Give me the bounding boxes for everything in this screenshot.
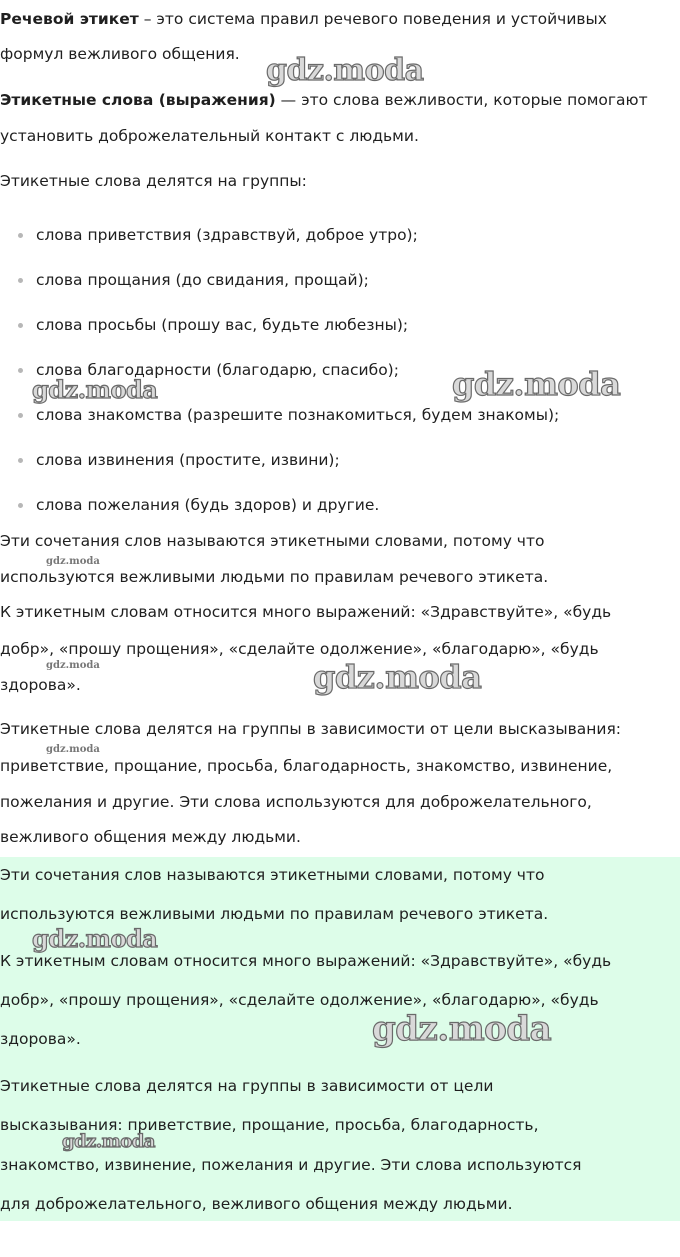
text-line: Эти сочетания слов называются этикетными словами, потому что [0, 866, 545, 884]
text-line: добр», «прошу прощения», «сделайте одолжение», «благодарю», «будь [0, 991, 599, 1009]
text-line: знакомство, извинение, пожелания и другие. Эти слова используются [0, 1156, 582, 1174]
text-line: здорова». [0, 1030, 81, 1048]
text-line: Этикетные слова делятся на группы в зависимости от цели [0, 1077, 494, 1095]
watermark-logo: gdz.moda [46, 744, 100, 755]
bullet-icon [18, 233, 23, 238]
watermark-logo: gdz.moda [313, 658, 482, 696]
definition-etiquette-words: Этикетные слова (выражения) — это слова вежливости, которые помогают [0, 91, 648, 109]
text-line: пожелания и другие. Эти слова используются для доброжелательного, [0, 793, 592, 811]
watermark-logo: gdz.moda [62, 1131, 155, 1152]
text-line: используются вежливыми людьми по правилам речевого этикета. [0, 568, 549, 586]
text-line: здорова». [0, 676, 81, 694]
watermark-logo: gdz.moda [452, 365, 621, 403]
text-line: используются вежливыми людьми по правилам речевого этикета. [0, 905, 549, 923]
text-line: высказывания: приветствие, прощание, просьба, благодарность, [0, 1116, 539, 1134]
text-line: приветствие, прощание, просьба, благодарность, знакомство, извинение, [0, 757, 613, 775]
bullet-icon [18, 323, 23, 328]
definition-speech-etiquette-cont: формул вежливого общения. [0, 45, 240, 63]
definition-speech-etiquette: Речевой этикет – это система правил речевого поведения и устойчивых [0, 10, 607, 28]
text-line: Эти сочетания слов называются этикетными словами, потому что [0, 532, 545, 550]
text-line: К этикетным словам относится много выражений: «Здравствуйте», «будь [0, 952, 612, 970]
definition-etiquette-words-cont: установить доброжелательный контакт с людьми. [0, 127, 419, 145]
text-line: Этикетные слова делятся на группы в зависимости от цели высказывания: [0, 720, 621, 738]
watermark-logo: gdz.moda [266, 53, 424, 88]
text-line: для доброжелательного, вежливого общения между людьми. [0, 1195, 513, 1213]
text-line: К этикетным словам относится много выражений: «Здравствуйте», «будь [0, 603, 612, 621]
bullet-icon [18, 458, 23, 463]
watermark-logo: gdz.moda [372, 1009, 552, 1049]
watermark-logo: gdz.moda [46, 556, 100, 567]
watermark-logo: gdz.moda [32, 375, 158, 404]
term-speech-etiquette: Речевой этикет [0, 10, 139, 28]
text-line: вежливого общения между людьми. [0, 828, 301, 846]
text-line: добр», «прошу прощения», «сделайте одолжение», «благодарю», «будь [0, 640, 599, 658]
groups-intro: Этикетные слова делятся на группы: [0, 172, 307, 190]
watermark-logo: gdz.moda [32, 924, 158, 953]
watermark-logo: gdz.moda [46, 660, 100, 671]
bullet-icon [18, 413, 23, 418]
bullet-icon [18, 368, 23, 373]
term-etiquette-words: Этикетные слова (выражения) [0, 91, 276, 109]
bullet-icon [18, 278, 23, 283]
bullet-icon [18, 503, 23, 508]
